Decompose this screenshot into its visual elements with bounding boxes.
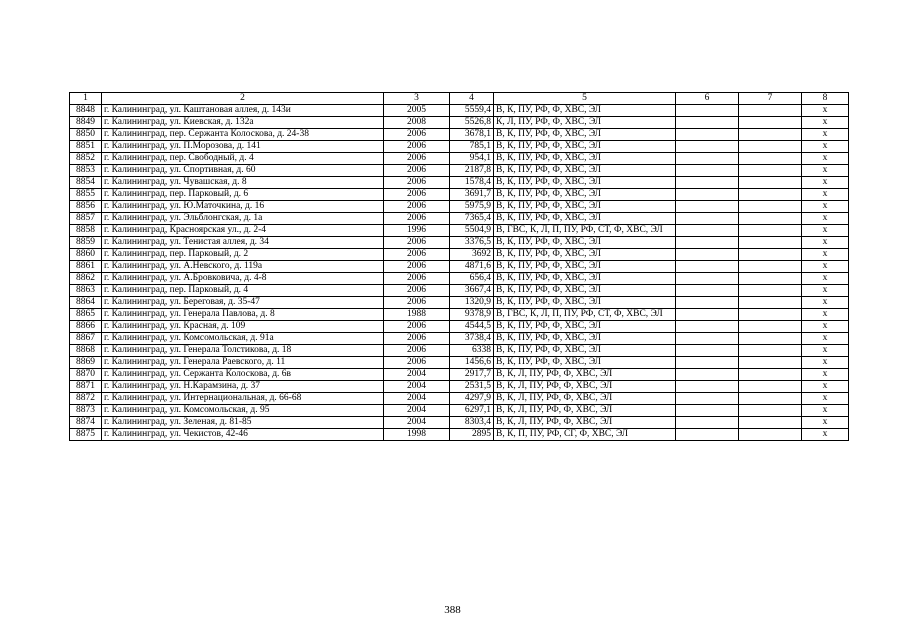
column-7-cell: [739, 201, 802, 213]
equipment-cell: В, К, ПУ, РФ, Ф, ХВС, ЭЛ: [494, 345, 676, 357]
mark-cell: x: [802, 285, 849, 297]
column-7-cell: [739, 189, 802, 201]
address-cell: г. Калининград, ул. П.Морозова, д. 141: [102, 141, 384, 153]
year-cell: 1988: [384, 309, 450, 321]
year-cell: 2006: [384, 261, 450, 273]
row-number: 8867: [70, 333, 102, 345]
row-number: 8873: [70, 405, 102, 417]
column-7-cell: [739, 321, 802, 333]
equipment-cell: В, К, ПУ, РФ, Ф, ХВС, ЭЛ: [494, 273, 676, 285]
year-cell: 2006: [384, 201, 450, 213]
year-cell: 1998: [384, 429, 450, 441]
column-7-cell: [739, 249, 802, 261]
area-cell: 2895: [450, 429, 494, 441]
row-number: 8862: [70, 273, 102, 285]
column-7-cell: [739, 141, 802, 153]
column-6-cell: [676, 189, 739, 201]
mark-cell: x: [802, 237, 849, 249]
column-7-cell: [739, 357, 802, 369]
row-number: 8849: [70, 117, 102, 129]
year-cell: 2005: [384, 105, 450, 117]
column-7-cell: [739, 285, 802, 297]
address-cell: г. Калининград, ул. Генерала Толстикова, д. 18: [102, 345, 384, 357]
mark-cell: x: [802, 117, 849, 129]
table-row: [70, 285, 849, 297]
area-cell: 3678,1: [450, 129, 494, 141]
column-7-cell: [739, 393, 802, 405]
table-row: [70, 225, 849, 237]
table-row: [70, 417, 849, 429]
year-cell: 2006: [384, 177, 450, 189]
area-cell: 3692: [450, 249, 494, 261]
table-row: [70, 237, 849, 249]
mark-cell: x: [802, 189, 849, 201]
year-cell: 2006: [384, 273, 450, 285]
mark-cell: x: [802, 201, 849, 213]
equipment-cell: В, К, ПУ, РФ, Ф, ХВС, ЭЛ: [494, 285, 676, 297]
column-7-cell: [739, 429, 802, 441]
table-row: [70, 309, 849, 321]
area-cell: 3691,7: [450, 189, 494, 201]
year-cell: 2006: [384, 237, 450, 249]
column-6-cell: [676, 249, 739, 261]
mark-cell: x: [802, 393, 849, 405]
column-7-cell: [739, 225, 802, 237]
year-cell: 2006: [384, 345, 450, 357]
column-6-cell: [676, 105, 739, 117]
equipment-cell: В, К, Л, ПУ, РФ, Ф, ХВС, ЭЛ: [494, 393, 676, 405]
area-cell: 5526,8: [450, 117, 494, 129]
row-number: 8863: [70, 285, 102, 297]
column-7-cell: [739, 237, 802, 249]
equipment-cell: В, К, ПУ, РФ, Ф, ХВС, ЭЛ: [494, 249, 676, 261]
area-cell: 4544,5: [450, 321, 494, 333]
column-7-cell: [739, 345, 802, 357]
address-cell: г. Калининград, пер. Парковый, д. 6: [102, 189, 384, 201]
column-7-cell: [739, 273, 802, 285]
mark-cell: x: [802, 309, 849, 321]
header-row: [70, 93, 849, 105]
header-cell-3: 3: [384, 93, 450, 105]
equipment-cell: В, К, ПУ, РФ, Ф, ХВС, ЭЛ: [494, 297, 676, 309]
column-6-cell: [676, 153, 739, 165]
row-number: 8850: [70, 129, 102, 141]
year-cell: 1996: [384, 225, 450, 237]
mark-cell: x: [802, 429, 849, 441]
equipment-cell: В, К, Л, ПУ, РФ, Ф, ХВС, ЭЛ: [494, 381, 676, 393]
column-7-cell: [739, 369, 802, 381]
mark-cell: x: [802, 105, 849, 117]
column-7-cell: [739, 153, 802, 165]
header-cell-1: 1: [70, 93, 102, 105]
address-cell: г. Калининград, пер. Сержанта Колоскова, д. 24-38: [102, 129, 384, 141]
address-cell: г. Калининград, пер. Свободный, д. 4: [102, 153, 384, 165]
address-cell: г. Калининград, ул. Тенистая аллея, д. 34: [102, 237, 384, 249]
row-number: 8866: [70, 321, 102, 333]
mark-cell: x: [802, 249, 849, 261]
mark-cell: x: [802, 213, 849, 225]
column-6-cell: [676, 297, 739, 309]
row-number: 8870: [70, 369, 102, 381]
row-number: 8851: [70, 141, 102, 153]
year-cell: 2006: [384, 141, 450, 153]
buildings-table: [69, 92, 849, 441]
column-7-cell: [739, 405, 802, 417]
column-6-cell: [676, 273, 739, 285]
equipment-cell: В, К, ПУ, РФ, Ф, ХВС, ЭЛ: [494, 105, 676, 117]
year-cell: 2006: [384, 189, 450, 201]
mark-cell: x: [802, 273, 849, 285]
area-cell: 7365,4: [450, 213, 494, 225]
column-6-cell: [676, 237, 739, 249]
row-number: 8875: [70, 429, 102, 441]
column-7-cell: [739, 117, 802, 129]
address-cell: г. Калининград, ул. Береговая, д. 35-47: [102, 297, 384, 309]
equipment-cell: В, К, ПУ, РФ, Ф, ХВС, ЭЛ: [494, 321, 676, 333]
header-cell-2: 2: [102, 93, 384, 105]
column-6-cell: [676, 261, 739, 273]
area-cell: 5975,9: [450, 201, 494, 213]
table-row: [70, 129, 849, 141]
address-cell: г. Калининград, ул. Генерала Раевского, д. 11: [102, 357, 384, 369]
year-cell: 2004: [384, 381, 450, 393]
equipment-cell: В, К, Л, ПУ, РФ, Ф, ХВС, ЭЛ: [494, 369, 676, 381]
area-cell: 6297,1: [450, 405, 494, 417]
mark-cell: x: [802, 357, 849, 369]
area-cell: 954,1: [450, 153, 494, 165]
equipment-cell: В, К, ПУ, РФ, Ф, ХВС, ЭЛ: [494, 237, 676, 249]
column-7-cell: [739, 381, 802, 393]
column-6-cell: [676, 405, 739, 417]
address-cell: г. Калининград, ул. Киевская, д. 132а: [102, 117, 384, 129]
table-row: [70, 249, 849, 261]
equipment-cell: В, К, ПУ, РФ, Ф, ХВС, ЭЛ: [494, 129, 676, 141]
mark-cell: x: [802, 369, 849, 381]
area-cell: 3667,4: [450, 285, 494, 297]
address-cell: г. Калининград, ул. Комсомольская, д. 91а: [102, 333, 384, 345]
column-7-cell: [739, 213, 802, 225]
mark-cell: x: [802, 381, 849, 393]
column-6-cell: [676, 177, 739, 189]
row-number: 8864: [70, 297, 102, 309]
table-row: [70, 381, 849, 393]
year-cell: 2006: [384, 165, 450, 177]
equipment-cell: В, ГВС, К, Л, П, ПУ, РФ, СТ, Ф, ХВС, ЭЛ: [494, 309, 676, 321]
mark-cell: x: [802, 129, 849, 141]
area-cell: 5504,9: [450, 225, 494, 237]
column-6-cell: [676, 309, 739, 321]
year-cell: 2004: [384, 369, 450, 381]
table-row: [70, 345, 849, 357]
address-cell: г. Калининград, ул. Чекистов, 42-46: [102, 429, 384, 441]
address-cell: г. Калининград, ул. Ю.Маточкина, д. 16: [102, 201, 384, 213]
area-cell: 785,1: [450, 141, 494, 153]
area-cell: 1578,4: [450, 177, 494, 189]
column-6-cell: [676, 417, 739, 429]
year-cell: 2004: [384, 393, 450, 405]
row-number: 8858: [70, 225, 102, 237]
equipment-cell: В, К, ПУ, РФ, Ф, ХВС, ЭЛ: [494, 153, 676, 165]
row-number: 8852: [70, 153, 102, 165]
table-row: [70, 429, 849, 441]
column-6-cell: [676, 333, 739, 345]
year-cell: 2006: [384, 321, 450, 333]
column-6-cell: [676, 225, 739, 237]
mark-cell: x: [802, 345, 849, 357]
table-row: [70, 333, 849, 345]
area-cell: 1320,9: [450, 297, 494, 309]
row-number: 8854: [70, 177, 102, 189]
year-cell: 2004: [384, 405, 450, 417]
table-row: [70, 213, 849, 225]
header-cell-8: 8: [802, 93, 849, 105]
area-cell: 656,4: [450, 273, 494, 285]
year-cell: 2006: [384, 357, 450, 369]
table-row: [70, 201, 849, 213]
column-7-cell: [739, 129, 802, 141]
column-6-cell: [676, 201, 739, 213]
address-cell: г. Калининград, ул. Красная, д. 109: [102, 321, 384, 333]
equipment-cell: В, К, ПУ, РФ, Ф, ХВС, ЭЛ: [494, 213, 676, 225]
row-number: 8868: [70, 345, 102, 357]
row-number: 8856: [70, 201, 102, 213]
column-7-cell: [739, 105, 802, 117]
mark-cell: x: [802, 417, 849, 429]
address-cell: г. Калининград, ул. Генерала Павлова, д. 8: [102, 309, 384, 321]
table-row: [70, 141, 849, 153]
mark-cell: x: [802, 165, 849, 177]
row-number: 8860: [70, 249, 102, 261]
table-row: [70, 261, 849, 273]
address-cell: г. Калининград, ул. Н.Карамзина, д. 37: [102, 381, 384, 393]
column-6-cell: [676, 129, 739, 141]
equipment-cell: В, К, ПУ, РФ, Ф, ХВС, ЭЛ: [494, 189, 676, 201]
table-row: [70, 165, 849, 177]
equipment-cell: В, К, Л, ПУ, РФ, Ф, ХВС, ЭЛ: [494, 417, 676, 429]
row-number: 8861: [70, 261, 102, 273]
column-7-cell: [739, 177, 802, 189]
equipment-cell: В, К, ПУ, РФ, Ф, ХВС, ЭЛ: [494, 177, 676, 189]
area-cell: 4297,9: [450, 393, 494, 405]
table-row: [70, 105, 849, 117]
table-row: [70, 273, 849, 285]
row-number: 8869: [70, 357, 102, 369]
mark-cell: x: [802, 321, 849, 333]
column-6-cell: [676, 429, 739, 441]
equipment-cell: В, К, ПУ, РФ, Ф, ХВС, ЭЛ: [494, 141, 676, 153]
year-cell: 2006: [384, 297, 450, 309]
column-7-cell: [739, 309, 802, 321]
address-cell: г. Калининград, пер. Парковый, д. 2: [102, 249, 384, 261]
column-6-cell: [676, 213, 739, 225]
area-cell: 1456,6: [450, 357, 494, 369]
area-cell: 2187,8: [450, 165, 494, 177]
row-number: 8848: [70, 105, 102, 117]
row-number: 8853: [70, 165, 102, 177]
table-row: [70, 393, 849, 405]
header-cell-6: 6: [676, 93, 739, 105]
address-cell: г. Калининград, ул. Спортивная, д. 60: [102, 165, 384, 177]
mark-cell: x: [802, 141, 849, 153]
row-number: 8865: [70, 309, 102, 321]
equipment-cell: В, К, ПУ, РФ, Ф, ХВС, ЭЛ: [494, 165, 676, 177]
header-cell-5: 5: [494, 93, 676, 105]
table-row: [70, 405, 849, 417]
address-cell: г. Калининград, ул. А.Невского, д. 119а: [102, 261, 384, 273]
mark-cell: x: [802, 333, 849, 345]
table-row: [70, 357, 849, 369]
column-6-cell: [676, 381, 739, 393]
column-6-cell: [676, 141, 739, 153]
address-cell: г. Калининград, ул. Интернациональная, д. 66-68: [102, 393, 384, 405]
area-cell: 2531,5: [450, 381, 494, 393]
column-6-cell: [676, 165, 739, 177]
mark-cell: x: [802, 405, 849, 417]
equipment-cell: В, К, ПУ, РФ, Ф, ХВС, ЭЛ: [494, 333, 676, 345]
year-cell: 2006: [384, 213, 450, 225]
row-number: 8872: [70, 393, 102, 405]
address-cell: г. Калининград, ул. Сержанта Колоскова, д. 6в: [102, 369, 384, 381]
column-6-cell: [676, 357, 739, 369]
row-number: 8859: [70, 237, 102, 249]
address-cell: г. Калининград, ул. Комсомольская, д. 95: [102, 405, 384, 417]
year-cell: 2006: [384, 333, 450, 345]
table-row: [70, 153, 849, 165]
address-cell: г. Калининград, пер. Парковый, д. 4: [102, 285, 384, 297]
page-number: 388: [444, 604, 461, 616]
column-7-cell: [739, 417, 802, 429]
column-6-cell: [676, 393, 739, 405]
year-cell: 2004: [384, 417, 450, 429]
area-cell: 9378,9: [450, 309, 494, 321]
table-row: [70, 369, 849, 381]
area-cell: 2917,7: [450, 369, 494, 381]
equipment-cell: В, К, ПУ, РФ, Ф, ХВС, ЭЛ: [494, 261, 676, 273]
column-7-cell: [739, 333, 802, 345]
address-cell: г. Калининград, ул. А.Бровковича, д. 4-8: [102, 273, 384, 285]
equipment-cell: В, К, ПУ, РФ, Ф, ХВС, ЭЛ: [494, 201, 676, 213]
table-row: [70, 117, 849, 129]
address-cell: г. Калининград, Красноярская ул., д. 2-4: [102, 225, 384, 237]
equipment-cell: В, ГВС, К, Л, П, ПУ, РФ, СТ, Ф, ХВС, ЭЛ: [494, 225, 676, 237]
table-row: [70, 177, 849, 189]
mark-cell: x: [802, 261, 849, 273]
address-cell: г. Калининград, ул. Каштановая аллея, д. 143и: [102, 105, 384, 117]
row-number: 8871: [70, 381, 102, 393]
column-7-cell: [739, 165, 802, 177]
column-6-cell: [676, 345, 739, 357]
row-number: 8855: [70, 189, 102, 201]
year-cell: 2008: [384, 117, 450, 129]
column-7-cell: [739, 261, 802, 273]
year-cell: 2006: [384, 129, 450, 141]
equipment-cell: В, К, Л, ПУ, РФ, Ф, ХВС, ЭЛ: [494, 405, 676, 417]
year-cell: 2006: [384, 153, 450, 165]
header-cell-7: 7: [739, 93, 802, 105]
year-cell: 2006: [384, 285, 450, 297]
column-7-cell: [739, 297, 802, 309]
address-cell: г. Калининград, ул. Эльблонгская, д. 1а: [102, 213, 384, 225]
mark-cell: x: [802, 225, 849, 237]
table-row: [70, 297, 849, 309]
column-6-cell: [676, 321, 739, 333]
equipment-cell: В, К, ПУ, РФ, Ф, ХВС, ЭЛ: [494, 357, 676, 369]
area-cell: 4871,6: [450, 261, 494, 273]
year-cell: 2006: [384, 249, 450, 261]
area-cell: 5559,4: [450, 105, 494, 117]
equipment-cell: В, К, П, ПУ, РФ, СГ, Ф, ХВС, ЭЛ: [494, 429, 676, 441]
address-cell: г. Калининград, ул. Чувашская, д. 8: [102, 177, 384, 189]
area-cell: 6338: [450, 345, 494, 357]
row-number: 8874: [70, 417, 102, 429]
header-cell-4: 4: [450, 93, 494, 105]
row-number: 8857: [70, 213, 102, 225]
area-cell: 3738,4: [450, 333, 494, 345]
column-6-cell: [676, 285, 739, 297]
table-row: [70, 189, 849, 201]
column-6-cell: [676, 117, 739, 129]
table-row: [70, 321, 849, 333]
area-cell: 3376,5: [450, 237, 494, 249]
address-cell: г. Калининград, ул. Зеленая, д. 81-85: [102, 417, 384, 429]
mark-cell: x: [802, 153, 849, 165]
equipment-cell: К, Л, ПУ, РФ, Ф, ХВС, ЭЛ: [494, 117, 676, 129]
area-cell: 8303,4: [450, 417, 494, 429]
mark-cell: x: [802, 177, 849, 189]
table-body: [70, 105, 849, 441]
mark-cell: x: [802, 297, 849, 309]
column-6-cell: [676, 369, 739, 381]
